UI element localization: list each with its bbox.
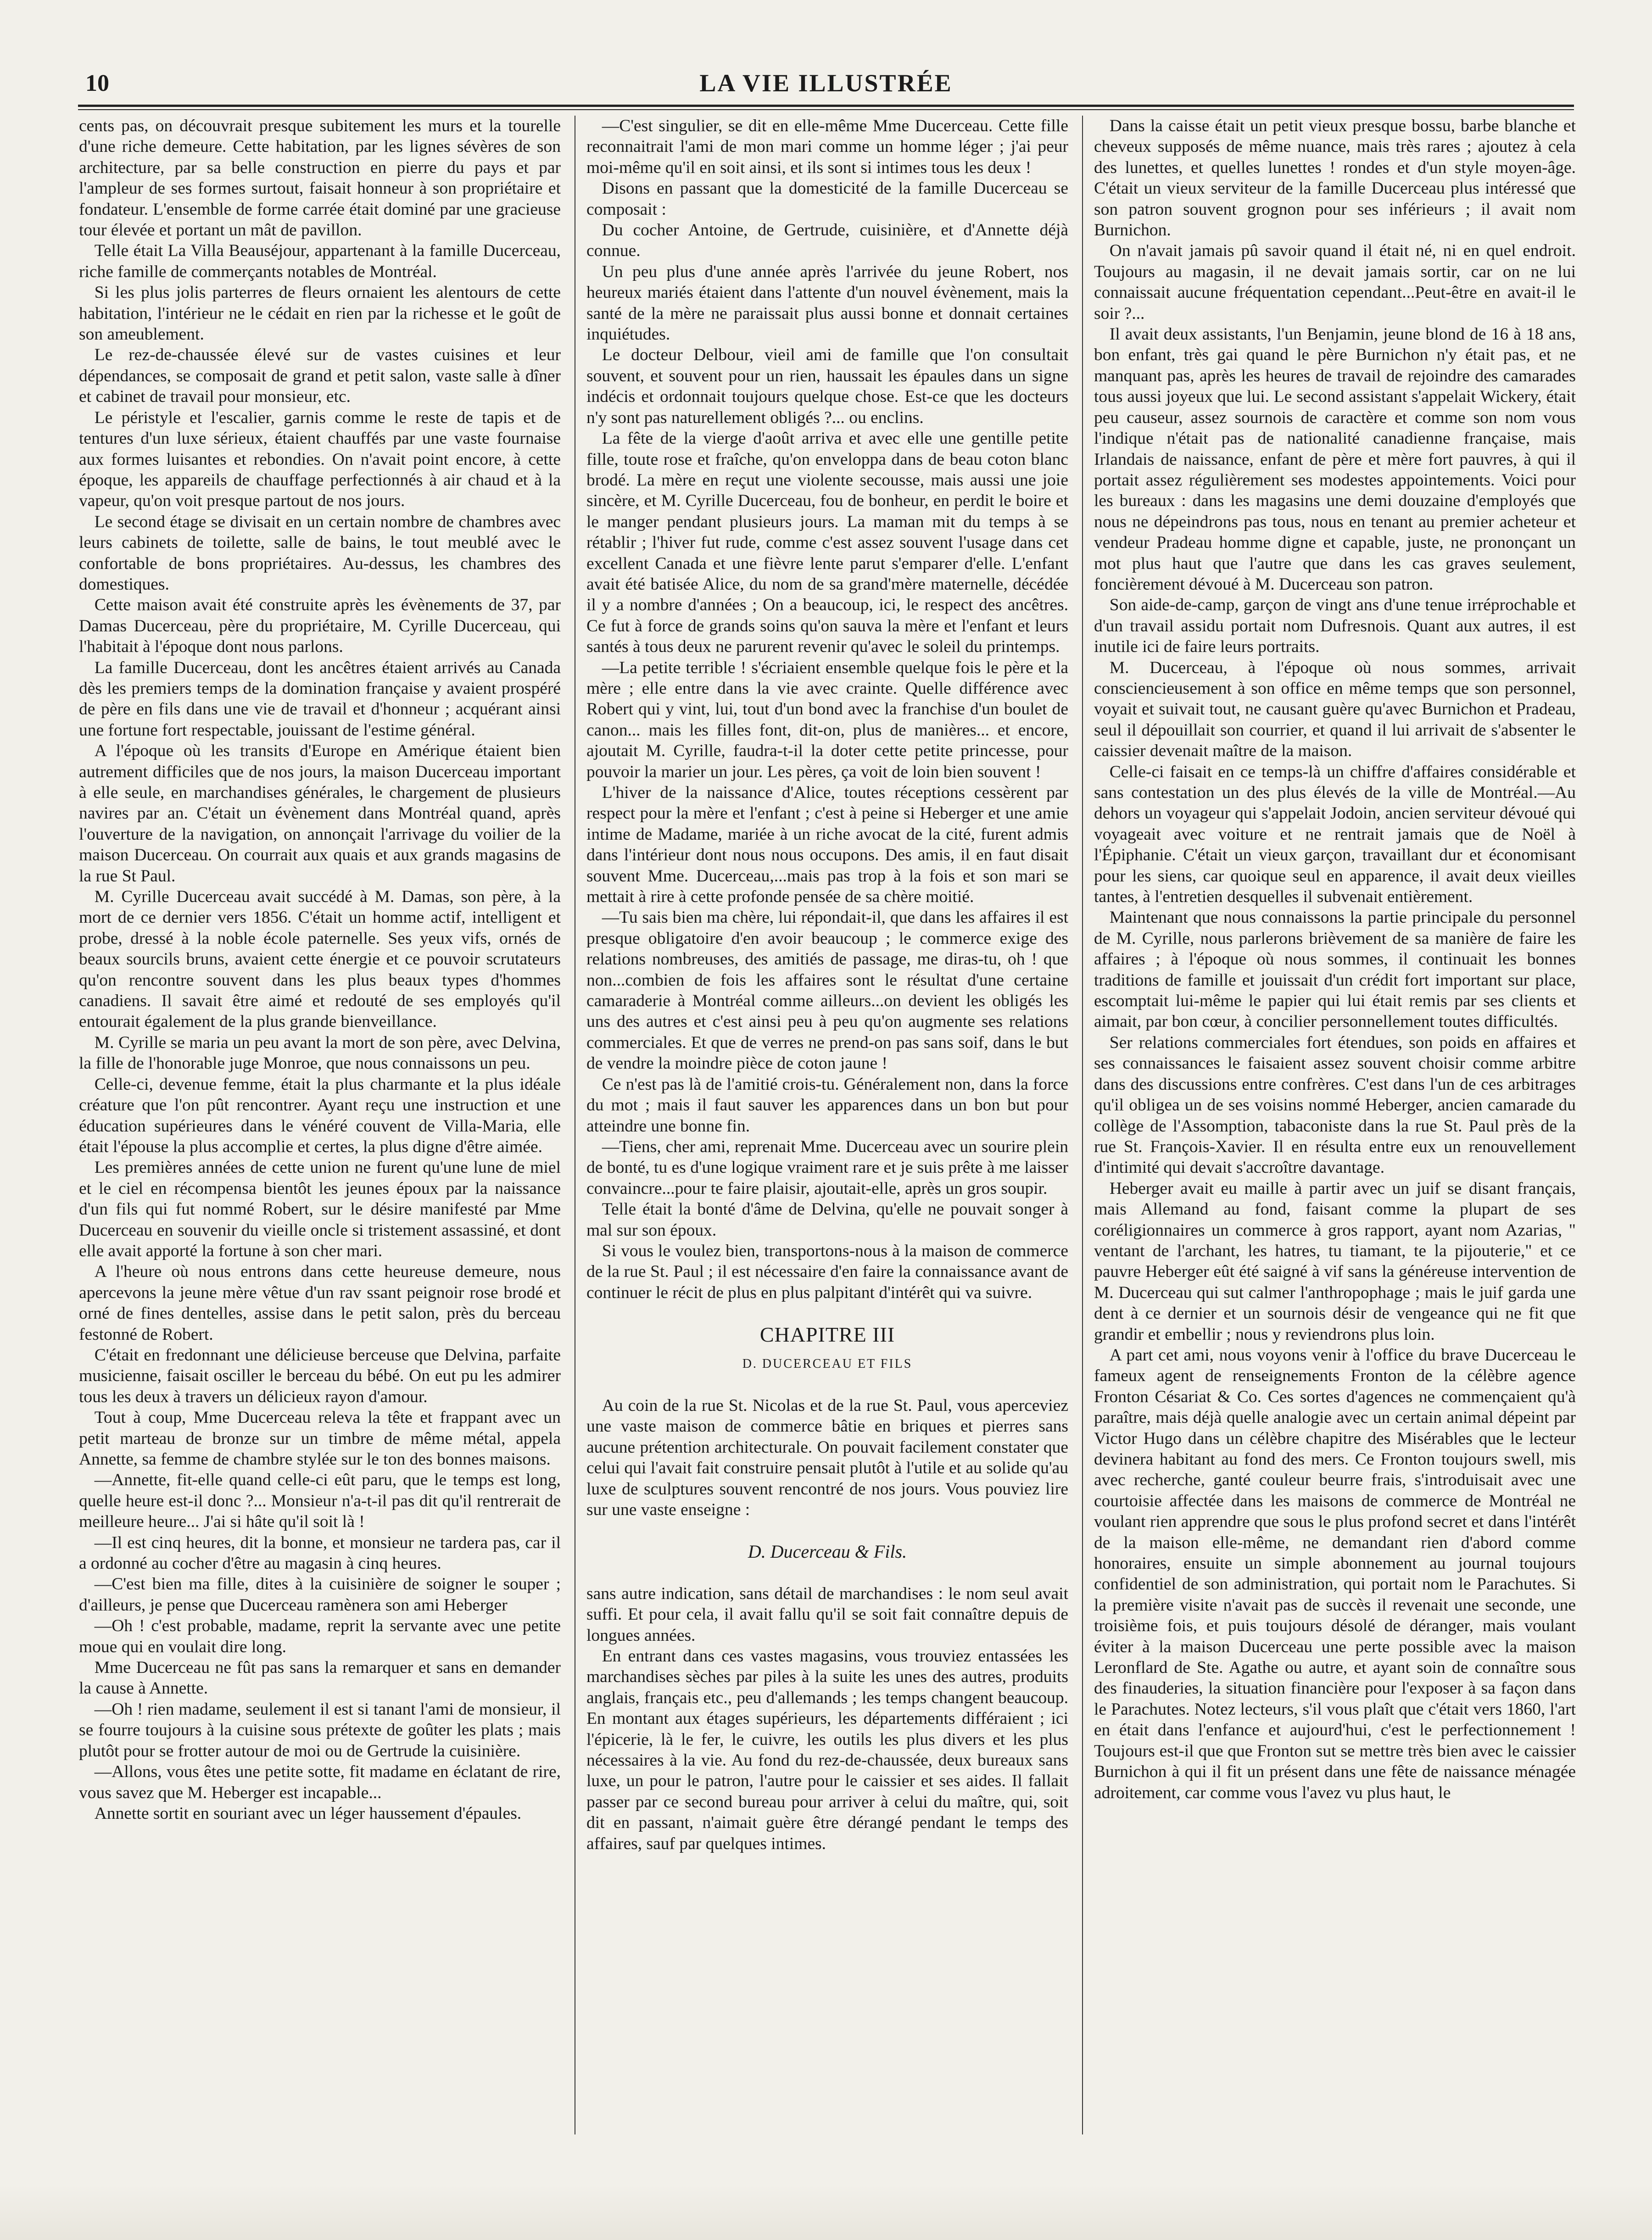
column-2-part-c — [586, 1583, 1068, 1854]
paragraph: —Tu sais bien ma chère, lui répondait-il, que dans les affaires il est presque obligatoire d'en avoir beaucoup ; le commerce exige des relations nombreuses, des amitiés de passage, me diras-tu, oh ! que non...combien de fois les affaires sont le résultat d'une certaine camaraderie à Montréal comme ailleurs...on devient les obligés les uns des autres et c'est ainsi peu à peu qu'on augmente ses relations commerciales. Et que de verres ne prend-on pas sans soif, dans le but de vendre la moindre pièce de coton jaune ! — [586, 908, 1068, 1073]
paragraph: Tout à coup, Mme Ducerceau releva la tête et frappant avec un petit marteau de bronze sur un timbre de même métal, appela Annette, sa femme de chambre stylée sur le ton des bonnes maisons. — [79, 1408, 561, 1469]
page-bottom-margin — [0, 2184, 1652, 2240]
paragraph: On n'avait jamais pû savoir quand il était né, ni en quel endroit. Toujours au magasin, il ne devait jamais sortir, car on ne lui connaissait aucune fréquentation cependant...Peut-être en avait-il le soir ?... — [1094, 241, 1576, 323]
paragraph: Les premières années de cette union ne furent qu'une lune de miel et le ciel en récompensa bientôt les jeunes époux par la naissance d'un fils qui fut nommé Robert, sur le désire manifesté par Mme Ducerceau en souvenir du vieille oncle si tristement assassiné, et dont elle avait apporté la fortune à son cher mari. — [79, 1158, 561, 1260]
paragraph: —Annette, fit-elle quand celle-ci eût paru, que le temps est long, quelle heure est-il donc ?... Monsieur n'a-t-il pas dit qu'il rentrerait de meilleure heure... J'ai si hâte qu'il soit là ! — [79, 1471, 561, 1532]
paragraph: Disons en passant que la domesticité de la famille Ducerceau se composait : — [586, 179, 1068, 219]
paragraph: Il avait deux assistants, l'un Benjamin, jeune blond de 16 à 18 ans, bon enfant, très gai quand le père Burnichon n'y était pas, et ne manquant pas, après les heures de travail de rejoindre des camarades tous aussi joyeux que lui. Le second assistant s'appelait Wickery, était peu causeur, assez sournois de caractère et comme son nom vous l'indique n'était pas de nationalité canadienne française, mais Irlandais de naissance, enfant de père et mère fort pauvres, à qui il portait assez régulièrement ses modestes appointements. Voici pour les bureaux : dans les magasins une demi douzaine d'employés que nous ne dépeindrons pas tous, nous en tenant au premier acheteur et vendeur Pradeau homme digne et capable, juste, ne prononçant un mot plus haut que l'autre que dans les cas graves seulement, foncièrement dévoué à M. Ducerceau son patron. — [1094, 325, 1576, 594]
paragraph: —C'est singulier, se dit en elle-même Mme Ducerceau. Cette fille reconnaitrait l'ami de mon mari comme un homme léger ; j'ai peur moi-même qu'il en soit ainsi, et ils sont si intimes tous les deux ! — [586, 117, 1068, 177]
paragraph: —Oh ! rien madame, seulement il est si tanant l'ami de monsieur, il se fourre toujours à la cuisine sous prétexte de goûter les plats ; mais plutôt pour se frotter autour de moi ou de Gertrude la cuisinière. — [79, 1700, 561, 1761]
paragraph: Celle-ci, devenue femme, était la plus charmante et la plus idéale créature que l'on pût rencontrer. Ayant reçu une instruction et une éducation supérieures dans le vénéré couvent de Villa-Maria, elle était l'épouse la plus accomplie et certes, la plus digne d'être aimée. — [79, 1075, 561, 1156]
paragraph: C'était en fredonnant une délicieuse berceuse que Delvina, parfaite musicienne, faisait osciller le berceau du bébé. On eut pu les admirer tous les deux à travers un délicieux rayon d'amour. — [79, 1345, 561, 1406]
paragraph: —Allons, vous êtes une petite sotte, fit madame en éclatant de rire, vous savez que M. Heberger est incapable... — [79, 1762, 561, 1802]
page-number: 10 — [85, 70, 109, 96]
paragraph: Un peu plus d'une année après l'arrivée du jeune Robert, nos heureux mariés étaient dans l'attente d'un nouvel évènement, mais la santé de la mère ne paraissait plus aussi bonne et donnait certaines inquiétudes. — [586, 262, 1068, 344]
paragraph: Ser relations commerciales fort étendues, son poids en affaires et ses connaissances le faisaient assez souvent choisir comme arbitre dans des discussions entre confrères. C'est dans l'un de ces arbitrages qu'il obligea un de ses voisins nommé Heberger, ancien camarade du collège de l'Assomption, tabaconiste dans la rue St. Paul près de la rue St. François-Xavier. Il en résulta entre eux un renouvellement d'intimité qui devait s'accroître davantage. — [1094, 1033, 1576, 1177]
paragraph: Dans la caisse était un petit vieux presque bossu, barbe blanche et cheveux supposés de même nuance, mais très rares ; ajoutez à cela des lunettes, et quelles lunettes ! rondes et d'un style moyen-âge. C'était un vieux serviteur de la famille Ducerceau plus intéressé que son patron souvent grognon pour ses inférieurs ; il avait nom Burnichon. — [1094, 117, 1576, 240]
header-rule-thin — [78, 109, 1574, 110]
text-column-1 — [79, 116, 561, 2125]
paragraph: —Tiens, cher ami, reprenait Mme. Ducerceau avec un sourire plein de bonté, tu es d'une logique vraiment rare et je suis prête à me laisser convaincre...pour te faire plaisir, ajoutait-elle, après un gros soupir. — [586, 1137, 1068, 1198]
paragraph: Celle-ci faisait en ce temps-là un chiffre d'affaires considérable et sans contestation un des plus élevés de la ville de Montréal.—Au dehors un voyageur qui s'appelait Jodoin, ancien serviteur dévoué qui voyageait avec voiture et ne rentrait jamais que de Noël à l'Épiphanie. C'était un vieux garçon, travaillant dur et économisant pour les siens, car quoique seul en apparence, il avait deux vieilles tantes, à l'entretien desquelles il subvenait entièrement. — [1094, 762, 1576, 907]
paragraph: sans autre indication, sans détail de marchandises : le nom seul avait suffi. Et pour cela, il avait fallu qu'il se soit fait connaître depuis de longues années. — [586, 1584, 1068, 1645]
paragraph: Le second étage se divisait en un certain nombre de chambres avec leurs cabinets de toilette, salle de bains, le tout meublé avec le confortable de bons propriétaires. Au-dessus, les chambres des domestiques. — [79, 512, 561, 594]
paragraph: A part cet ami, nous voyons venir à l'office du brave Ducerceau le fameux agent de renseignements Fronton de la célèbre agence Fronton Césariat & Co. Ces sortes d'agences ne commençaient qu'à paraître, mais déjà quelle analogie avec un certain animal dépeint par Victor Hugo dans un célèbre chapitre des Misérables que le lecteur devinera habitant au fond des mers. Ce Fronton toujours swell, mis avec recherche, ganté couleur beurre frais, s'introduisait avec une courtoisie affectée dans les maisons de commerce de Montréal ne voulant rien apprendre que sous le plus profond secret et dans l'intérêt de la maison elle-même, ne demandant rien d'abord comme honoraires, ensuite un simple abonnement au journal toujours confidentiel de son administration, qui portait nom le Parachutes. Si la première visite n'avait pas de succès il revenait une seconde, une troisième fois, et puis toujours désolé de déranger, mais voulant éviter à la maison Ducerceau une perte possible avec la maison Leronflard de Ste. Agathe ou autre, et ayant soin de connaître sous des finauderies, la situation financière pour l'exposer à sa façon dans le Parachutes. Notez lecteurs, s'il vous plaît que c'était vers 1860, l'art en était dans l'enfance et aujourd'hui, c'est le perfectionnement ! Toujours est-il que que Fronton sut se mettre très bien avec le caissier Burnichon à qui il fit un présent dans une fête de naissance ménagée adroitement, car comme vous l'avez vu plus haut, le — [1094, 1345, 1576, 1802]
text-column-3 — [1094, 116, 1576, 2125]
column-2-part-b — [586, 1395, 1068, 1520]
paragraph: En entrant dans ces vastes magasins, vous trouviez entassées les marchandises sèches par piles à la suite les unes des autres, produits anglais, français etc., peu d'allemands ; les temps changent beaucoup. En montant aux étages supérieurs, les départements différaient ; ici l'épicerie, là le fer, le cuivre, les outils les plus divers et les plus nécessaires à la vie. Au fond du rez-de-chaussée, deux bureaux sans luxe, un pour le patron, l'autre pour le caissier et ses aides. Il fallait passer par ce second bureau pour arriver à celui du maître, qui, soit dit en passant, n'aimait guère être dérangé pendant le temps des affaires, sauf par quelques intimes. — [586, 1647, 1068, 1853]
paragraph: A l'heure où nous entrons dans cette heureuse demeure, nous apercevons la jeune mère vêtue d'un rav ssant peignoir rose brodé et orné de fines dentelles, assise dans le petit salon, près du berceau festonné de Robert. — [79, 1262, 561, 1344]
paragraph: La fête de la vierge d'août arriva et avec elle une gentille petite fille, toute rose et fraîche, qu'on enveloppa dans de beau coton blanc brodé. La mère en reçut une violente secousse, mais aussi une joie sincère, et M. Cyrille Ducerceau, fou de bonheur, en perdit le boire et le manger pendant plusieurs jours. La maman mit du temps à se rétablir ; l'hiver fut rude, comme c'est assez souvent l'usage dans cet excellent Canada et une fièvre lente parut s'emparer d'elle. L'enfant avait été batisée Alice, du nom de sa grand'mère maternelle, décédée il y a nombre d'années ; On a beaucoup, ici, le respect des ancêtres. Ce fut à force de grands soins qu'on sauva la mère et l'enfant et leurs santés à tous deux ne parurent revenir qu'avec le soleil du printemps. — [586, 429, 1068, 657]
paragraph: Du cocher Antoine, de Gertrude, cuisinière, et d'Annette déjà connue. — [586, 221, 1068, 261]
paragraph: Si vous le voulez bien, transportons-nous à la maison de commerce de la rue St. Paul ; il est nécessaire d'en faire la connaissance avant de continuer le récit de plus en plus palpitant d'intérêt qui va suivre. — [586, 1241, 1068, 1302]
chapter-title: CHAPITRE III — [759, 1323, 895, 1347]
header-rule — [78, 105, 1574, 107]
paragraph: M. Ducerceau, à l'époque où nous sommes, arrivait consciencieusement à son office en même temps que son personnel, voyait et suivait tout, ne causant guère qu'avec Burnichon et Pradeau, seul il dépouillait son courrier, et quand il lui arrivait de s'absenter le caissier devenait maître de la maison. — [1094, 658, 1576, 761]
paragraph: —La petite terrible ! s'écriaient ensemble quelque fois le père et la mère ; elle entre dans la vie avec crainte. Quelle différence avec Robert qui y vint, lui, tout d'un bond avec la franchise d'un boulet de canon... mais les filles font, dit-on, plus de manières... et encore, ajoutait M. Cyrille, faudra-t-il la doter cette petite princesse, pour pouvoir la marier un jour. Les pères, ça voit de loin bien souvent ! — [586, 658, 1068, 781]
paragraph: cents pas, on découvrait presque subitement les murs et la tourelle d'une riche demeure. Cette habitation, par les lignes sévères de son architecture, par sa belle construction en pierre du pays et par l'ampleur de ses formes surtout, faisait honneur à son propriétaire et fondateur. L'ensemble de forme carrée était dominé par une gracieuse tour élevée et portant un mât de pavillon. — [79, 117, 561, 240]
paragraph: M. Cyrille se maria un peu avant la mort de son père, avec Delvina, la fille de l'honorable juge Monroe, que nous connaissons un peu. — [79, 1033, 561, 1073]
paragraph: Maintenant que nous connaissons la partie principale du personnel de M. Cyrille, nous parlerons brièvement de sa manière de faire les affaires ; à l'époque où nous sommes, il continuait les bonnes traditions de famille et jouissait d'un crédit fort important sur place, escomptait lui-même le papier qui lui était remis par ses clients et aimait, par bon cœur, à concilier personnellement toutes difficultés. — [1094, 908, 1576, 1031]
paragraph: Telle était la bonté d'âme de Delvina, qu'elle ne pouvait songer à mal sur son époux. — [586, 1200, 1068, 1240]
paragraph: Cette maison avait été construite après les évènements de 37, par Damas Ducerceau, père du propriétaire, M. Cyrille Ducerceau, qui l'habitait à l'époque dont nous parlons. — [79, 596, 561, 657]
column-divider — [1082, 116, 1083, 2134]
paragraph: L'hiver de la naissance d'Alice, toutes réceptions cessèrent par respect pour la mère et l'enfant ; c'est à peine si Heberger et une amie intime de Madame, mariée à un riche avocat de la cité, furent admis dans l'intérieur dont nous nous occupons. Des amis, il en faut disait souvent Mme. Ducerceau,...mais pas trop à la fois et son mari se mettait à rire à cette profonde pensée de sa chère moitié. — [586, 783, 1068, 907]
paragraph: Son aide-de-camp, garçon de vingt ans d'une tenue irréprochable et d'un travail assidu portait nom Dufresnois. Quant aux autres, il est inutile ici de faire leurs portraits. — [1094, 596, 1576, 657]
text-column-2 — [586, 116, 1068, 2125]
paragraph: Si les plus jolis parterres de fleurs ornaient les alentours de cette habitation, l'intérieur ne le cédait en rien par la richesse et le goût de son ameublement. — [79, 283, 561, 344]
paragraph: —Oh ! c'est probable, madame, reprit la servante avec une petite moue qui en voulait dire long. — [79, 1616, 561, 1656]
paragraph: Ce n'est pas là de l'amitié crois-tu. Généralement non, dans la force du mot ; mais il faut sauver les apparences dans un bon but pour atteindre une bonne fin. — [586, 1075, 1068, 1136]
page-header — [78, 69, 1574, 115]
running-title: LA VIE ILLUSTRÉE — [699, 69, 953, 97]
paragraph: Le péristyle et l'escalier, garnis comme le reste de tapis et de tentures d'un luxe sérieux, étaient chauffés par une vaste fournaise aux formes luisantes et rebondies. On n'avait point encore, à cette époque, les appareils de chauffage perfectionnés à air chaud et à la vapeur, qu'on voit presque partout de nos jours. — [79, 408, 561, 511]
paragraph: Le rez-de-chaussée élevé sur de vastes cuisines et leur dépendances, se composait de grand et petit salon, vaste salle à dîner et cabinet de travail pour monsieur, etc. — [79, 345, 561, 407]
paragraph: M. Cyrille Ducerceau avait succédé à M. Damas, son père, à la mort de ce dernier vers 1856. C'était un homme actif, intelligent et probe, dressé à la noble école paternelle. Ses yeux vifs, ornés de beaux sourcils bruns, avaient cette énergie et ce pouvoir scrutateurs qu'on rencontre souvent dans les plus beaux types d'hommes canadiens. Il savait être aimé et redouté de ses employés qu'il entourait également de la plus grande bienveillance. — [79, 887, 561, 1031]
chapter-subtitle: D. DUCERCEAU ET FILS — [742, 1356, 913, 1371]
paragraph: Telle était La Villa Beauséjour, appartenant à la famille Ducerceau, riche famille de commerçants notables de Montréal. — [79, 241, 561, 281]
paragraph: La famille Ducerceau, dont les ancêtres étaient arrivés au Canada dès les premiers temps de la domination française y avaient prospéré de père en fils dans une vie de travail et d'honneur ; acquérant ainsi une fortune fort respectable, jouissant de l'estime général. — [79, 658, 561, 740]
paragraph: —Il est cinq heures, dit la bonne, et monsieur ne tardera pas, car il a ordonné au cocher d'être au magasin à cinq heures. — [79, 1533, 561, 1573]
paragraph: Au coin de la rue St. Nicolas et de la rue St. Paul, vous aperceviez une vaste maison de commerce bâtie en briques et pierres sans aucune prétention architecturale. On pouvait facilement constater que celui qui l'avait fait construire pensait plutôt à l'utile et au solide qu'au luxe de sculptures souvent rencontré de nos jours. Vous pouviez lire sur une vaste enseigne : — [586, 1396, 1068, 1519]
paragraph: —C'est bien ma fille, dites à la cuisinière de soigner le souper ; d'ailleurs, je pense que Ducerceau ramènera son ami Heberger — [79, 1575, 561, 1615]
paragraph: Annette sortit en souriant avec un léger haussement d'épaules. — [94, 1804, 522, 1823]
column-2-part-a — [586, 116, 1068, 1303]
paragraph: A l'époque où les transits d'Europe en Amérique étaient bien autrement difficiles que de nos jours, la maison Ducerceau important à elle seule, en marchandises générales, le chargement de plusieurs navires par an. C'était un évènement dans Montréal quand, après l'ouverture de la navigation, on annonçait l'arrivage du voilier de la maison Ducerceau. On courrait aux quais et aux grands magasins de la rue St Paul. — [79, 741, 561, 886]
paragraph: Heberger avait eu maille à partir avec un juif se disant français, mais Allemand au fond, faisant comme la plupart de ses coréligionnaires un commerce à gros rapport, ayant nom Azarias, " ventant de l'archant, les hatres, tu tiamant, te la pijouterie," et ce pauvre Heberger eût été saigné à vif sans la généreuse intervention de M. Ducerceau qui sut calmer l'anthropophage ; mais le juif garda une dent à ce dernier et un sournois désir de vengeance qui ne fit que grandir et embellir ; nous y reviendrons plus loin. — [1094, 1179, 1576, 1344]
shop-sign-text: D. Ducerceau & Fils. — [748, 1541, 907, 1562]
paragraph: Mme Ducerceau ne fût pas sans la remarquer et sans en demander la cause à Annette. — [79, 1658, 561, 1698]
paragraph: Le docteur Delbour, vieil ami de famille que l'on consultait souvent, et souvent pour un rien, haussait les épaules dans un signe indécis et ordonnait toujours quelque chose. Est-ce que les docteurs n'y sont pas naturellement obligés ?... ou enclins. — [586, 345, 1068, 427]
